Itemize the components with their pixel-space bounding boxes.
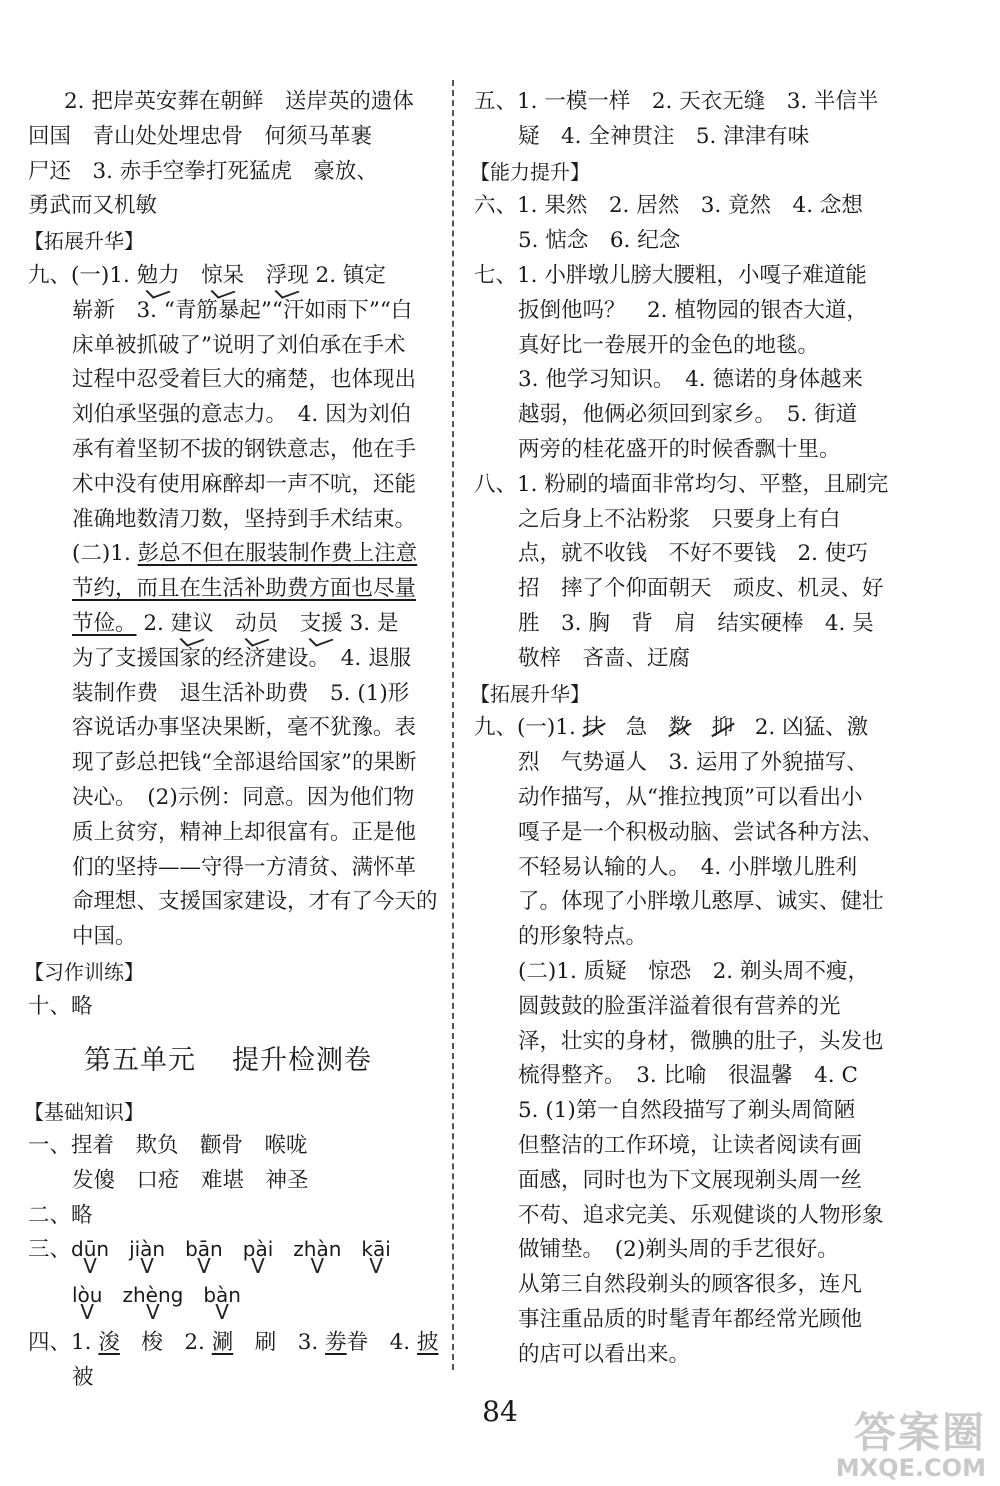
answer-text: 2. 凶猛、激 [733, 715, 869, 741]
answer-line [28, 259, 428, 294]
answer-line: 刘伯承坚强的意志力。 4. 因为刘伯 [72, 402, 412, 428]
crossed-word: 扶 [583, 711, 605, 746]
underlined-text: 节约，而且在生活补助费方面也尽量 [72, 576, 417, 602]
answer-line: 现了彭总把钱“全部退给国家”的果断 [72, 750, 417, 776]
question-label: (二)1. [72, 541, 138, 567]
unit-title [28, 1031, 428, 1091]
answer-line: 七、1. 小胖墩儿膀大腰粗，小嘎子难道能 [474, 262, 867, 288]
answer-text: 急 [625, 715, 648, 741]
answer-line: 越弱，他俩必须回到家乡。 5. 街道 [518, 402, 858, 428]
section-header-nengli: 【能力提升】 [470, 159, 590, 184]
answer-line: 圆鼓鼓的脸蛋洋溢着很有营养的光 [518, 993, 841, 1019]
answer-line: 五、1. 一模一样 2. 天衣无缝 3. 半信半 [474, 89, 879, 114]
pinyin-item: bān V [185, 1234, 223, 1264]
section-header-tuozhan: 【拓展升华】 [470, 681, 590, 706]
answer-line: 点，就不收钱 不好不要钱 2. 使巧 [518, 541, 868, 567]
question-label: 九、(一)1. [28, 262, 137, 288]
answer-text: 3. 是 [342, 610, 399, 636]
answer-line: 梳得整齐。 3. 比喻 很温馨 4. C [518, 1063, 858, 1089]
answer-line: 招 摔了个仰面朝天 顽皮、机灵、好 [518, 576, 884, 602]
answer-line: 回国 青山处处埋忠骨 何须马革裹 [28, 123, 373, 149]
pinyin-item: jiàn V [129, 1234, 165, 1264]
page-number: 84 [482, 1395, 518, 1428]
answer-line: 二、略 [28, 1202, 93, 1228]
right-column [470, 85, 889, 1372]
answer-line: 2. 把岸英安葬在朝鲜 送岸英的遗体 [64, 89, 414, 114]
answer-line: 之后身上不沾粉浆 只要身上有白 [518, 506, 841, 532]
underlined-char: 浚 [98, 1329, 120, 1355]
answer-text: 梭 2. [119, 1329, 212, 1355]
answer-line [28, 1326, 439, 1361]
left-column [24, 85, 439, 1395]
answer-line: 术中没有使用麻醉却一声不吭，还能 [72, 471, 417, 497]
section-header-xizuo: 【习作训练】 [24, 959, 144, 984]
question-label: 九、(一)1. [474, 715, 583, 741]
pinyin-row [28, 1234, 428, 1280]
answer-line: 事注重品质的时髦青年都经常光顾他 [518, 1306, 863, 1332]
answer-line: 的店可以看出来。 [518, 1341, 691, 1367]
answer-line [28, 537, 428, 572]
answer-line: 过程中忍受着巨大的痛楚，也体现出 [72, 367, 417, 393]
pinyin-item: dūn V [71, 1234, 109, 1264]
answer-line: 准确地数清刀数，坚持到手术结束。 [72, 506, 417, 532]
answer-line [474, 711, 874, 746]
answer-line: 八、1. 粉刷的墙面非常均匀、平整，且刷完 [474, 471, 889, 497]
answer-line: 们的坚持——守得一方清贫、满怀革 [72, 854, 417, 880]
checked-word: 建议 [171, 607, 214, 642]
answer-text: 刷 3. [233, 1329, 326, 1355]
answer-line [28, 572, 428, 607]
answer-text: 2. [136, 610, 171, 636]
answer-line: 但整洁的工作环境，让读者阅读有画 [518, 1132, 863, 1158]
section-header-tuozhan: 【拓展升华】 [24, 229, 144, 254]
answer-line: 中国。 [72, 924, 137, 950]
answer-line: 命理想、支援国家建设，才有了今天的 [72, 889, 438, 915]
answer-line: 十、略 [28, 993, 93, 1019]
pinyin-item: zhèng V [122, 1280, 183, 1310]
answer-line: 装制作费 退生活补助费 5. (1)形 [72, 680, 410, 706]
pinyin-row [28, 1280, 428, 1326]
answer-line: 六、1. 果然 2. 居然 3. 竟然 4. 念想 [474, 193, 863, 219]
answer-line: 疑 4. 全神贯注 5. 津津有味 [518, 123, 810, 149]
pinyin-item: pài V [243, 1234, 274, 1264]
answer-line: 动作描写，从“推拉拽顶”可以看出小 [518, 784, 863, 810]
checked-word: 勉力 [137, 259, 180, 294]
underlined-text: 彭总不但在服装制作费上注意 [137, 541, 418, 567]
answer-line: 扳倒他吗？ 2. 植物园的银杏大道， [518, 297, 868, 323]
answer-line: 5. (1)第一自然段描写了剃头周简陋 [518, 1098, 856, 1124]
underlined-char: 披 [416, 1329, 439, 1355]
answer-line: 不苟、追求完美、乐观健谈的人物形象 [518, 1202, 884, 1228]
checked-word: 动员 [235, 607, 278, 642]
question-label: 四、1. [28, 1329, 99, 1355]
pinyin-item: bàn V [203, 1280, 241, 1310]
answer-line: 的形象特点。 [518, 924, 648, 950]
checked-word: 浮现 [266, 259, 309, 294]
answer-line: 不轻易认输的人。 4. 小胖墩儿胜利 [518, 854, 858, 880]
answer-line: 真好比一卷展开的金色的地毯。 [518, 332, 820, 358]
answer-text: 眷 4. [346, 1329, 417, 1355]
crossed-word: 抑 [712, 711, 734, 746]
answer-line: 两旁的桂花盛开的时候香飘十里。 [518, 436, 841, 462]
underlined-char: 劵 [325, 1329, 347, 1355]
answer-line: 发傻 口疮 难堪 神圣 [72, 1168, 309, 1194]
answer-line: 被 [72, 1364, 94, 1390]
pinyin-item: kāi V [361, 1234, 390, 1264]
answer-line: 面感，同时也为下文展现剃头周一丝 [518, 1167, 863, 1193]
answer-line: 5. 惦念 6. 纪念 [518, 228, 681, 254]
checked-word: 支援 [300, 607, 343, 642]
answer-line: 承有着坚韧不拔的钢铁意志，他在手 [72, 436, 417, 462]
watermark [786, 1400, 986, 1480]
answer-line [28, 607, 428, 642]
answer-line: 崭新 3. “青筋暴起”“汗如雨下”“白 [72, 297, 413, 323]
answer-text: 2. 镇定 [308, 262, 386, 288]
answer-line: 决心。 (2)示例：同意。因为他们物 [72, 784, 415, 810]
answer-line: 胜 3. 胸 背 肩 结实硬棒 4. 吴 [518, 610, 874, 636]
answer-line: 为了支援国家的经济建设。 4. 退服 [72, 645, 412, 671]
answer-line: 泽，壮实的身材，微腆的肚子，头发也 [518, 1028, 884, 1054]
answer-line: 敬梓 吝啬、迂腐 [518, 645, 691, 671]
question-label: 三、 [28, 1236, 72, 1262]
watermark-logo: 答案圈 [853, 1408, 986, 1457]
answer-line: 3. 他学习知识。 4. 德诺的身体越来 [518, 367, 863, 393]
answer-line: 烈 气势逼人 3. 运用了外貌描写、 [518, 750, 868, 776]
answer-line: 了。体现了小胖墩儿憨厚、诚实、健壮 [518, 889, 884, 915]
answer-line: 嘎子是一个积极动脑、尝试各种方法、 [518, 819, 884, 845]
answer-line: 质上贫穷，精神上却很富有。正是他 [72, 819, 417, 845]
column-divider [452, 80, 454, 1370]
answer-line: 从第三自然段剃头的顾客很多，连凡 [518, 1272, 863, 1298]
answer-line: 床单被抓破了”说明了刘伯承在手术 [72, 332, 406, 358]
answer-line: 做铺垫。 (2)剃头周的手艺很好。 [518, 1237, 839, 1263]
pinyin-item: zhàn V [293, 1234, 341, 1264]
answer-line: 容说话办事坚决果断，毫不犹豫。表 [72, 715, 417, 741]
underlined-char: 涮 [211, 1329, 234, 1355]
unit-title-part: 提升检测卷 [232, 1044, 372, 1076]
section-header-jichu: 【基础知识】 [24, 1099, 144, 1124]
underlined-text: 节俭。 [72, 610, 137, 636]
pinyin-item: lòu V [72, 1280, 102, 1310]
crossed-word: 数 [669, 711, 691, 746]
answer-line: 勇武而又机敏 [28, 193, 158, 219]
answer-line: 尸还 3. 赤手空拳打死猛虎 豪放、 [28, 158, 378, 184]
checked-word: 惊呆 [201, 259, 244, 294]
unit-title-part: 第五单元 [84, 1044, 196, 1076]
watermark-url: MXQE.COM [835, 1454, 986, 1482]
answer-line: 一、捏着 欺负 颧骨 喉咙 [28, 1133, 308, 1159]
answer-line: (二)1. 质疑 惊恐 2. 剃头周不瘦， [518, 958, 869, 984]
